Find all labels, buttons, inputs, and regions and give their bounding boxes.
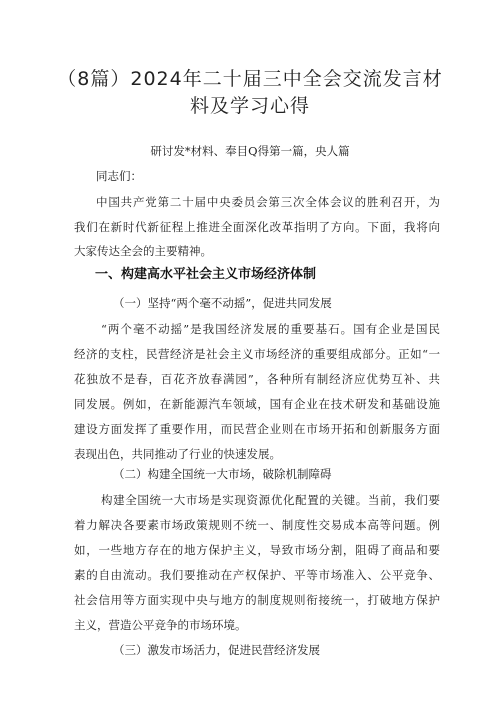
paragraph-line: 同发展。例如，在新能源汽车领域，国有企业在技术研发和基础设施 [74,397,440,411]
document-title-line-2: 料及学习心得 [189,95,310,117]
paragraph-line: 主义，营造公平竞争的市场环境。 [74,618,247,632]
paragraph-line: 花独放不是春，百花齐放春满园”，各种所有制经济应优势互补、共 [74,372,440,386]
paragraph-line: 表现出色，共同推动了行业的快速发展。 [74,447,281,461]
paragraph-line: “两个毫不动摇”是我国经济发展的重要基石。国有企业是国民 [101,322,440,336]
subsection-heading-2: （二）构建全国统一大市场，破除机制障碍 [113,467,332,481]
paragraph-line: 构建全国统一大市场是实现资源优化配置的关键。当前，我们要 [101,493,440,507]
paragraph-line: 着力解决各要素市场政策规则不统一、制度性交易成本高等问题。例 [74,518,440,532]
paragraph-line: 建设方面发挥了重要作用，而民营企业则在市场开拓和创新服务方面 [74,422,440,436]
greeting: 同志们： [96,169,142,183]
subsection-heading-1: （一）坚持“两个毫不动摇”，促进共同发展 [113,296,332,310]
intro-line: 我们在新时代新征程上推进全面深化改革指明了方向。下面，我将向 [74,220,440,234]
paragraph-line: 经济的支柱，民营经济是社会主义市场经济的重要组成部分。正如“一 [74,347,440,361]
document-subtitle: 研讨发*材料、奉目Q得第一篇，央人篇 [150,144,350,158]
intro-line: 中国共产党第二十届中央委员会第三次全体会议的胜利召开，为 [96,195,440,209]
intro-line: 大家传达全会的主要精神。 [74,244,212,258]
section-heading-1: 一、构建高水平社会主义市场经济体制 [95,267,317,282]
subsection-heading-3: （三）激发市场活力，促进民营经济发展 [113,643,320,657]
paragraph-line: 素的自由流动。我们要推动在产权保护、平等市场准入、公平竞争、 [74,568,440,582]
paragraph-line: 如，一些地方存在的地方保护主义，导致市场分割，阻碍了商品和要 [74,543,440,557]
document-title-line-1: （8篇）2024年二十届三中全会交流发言材 [57,68,443,90]
paragraph-line: 社会信用等方面实现中央与地方的制度规则衔接统一，打破地方保护 [74,593,440,607]
